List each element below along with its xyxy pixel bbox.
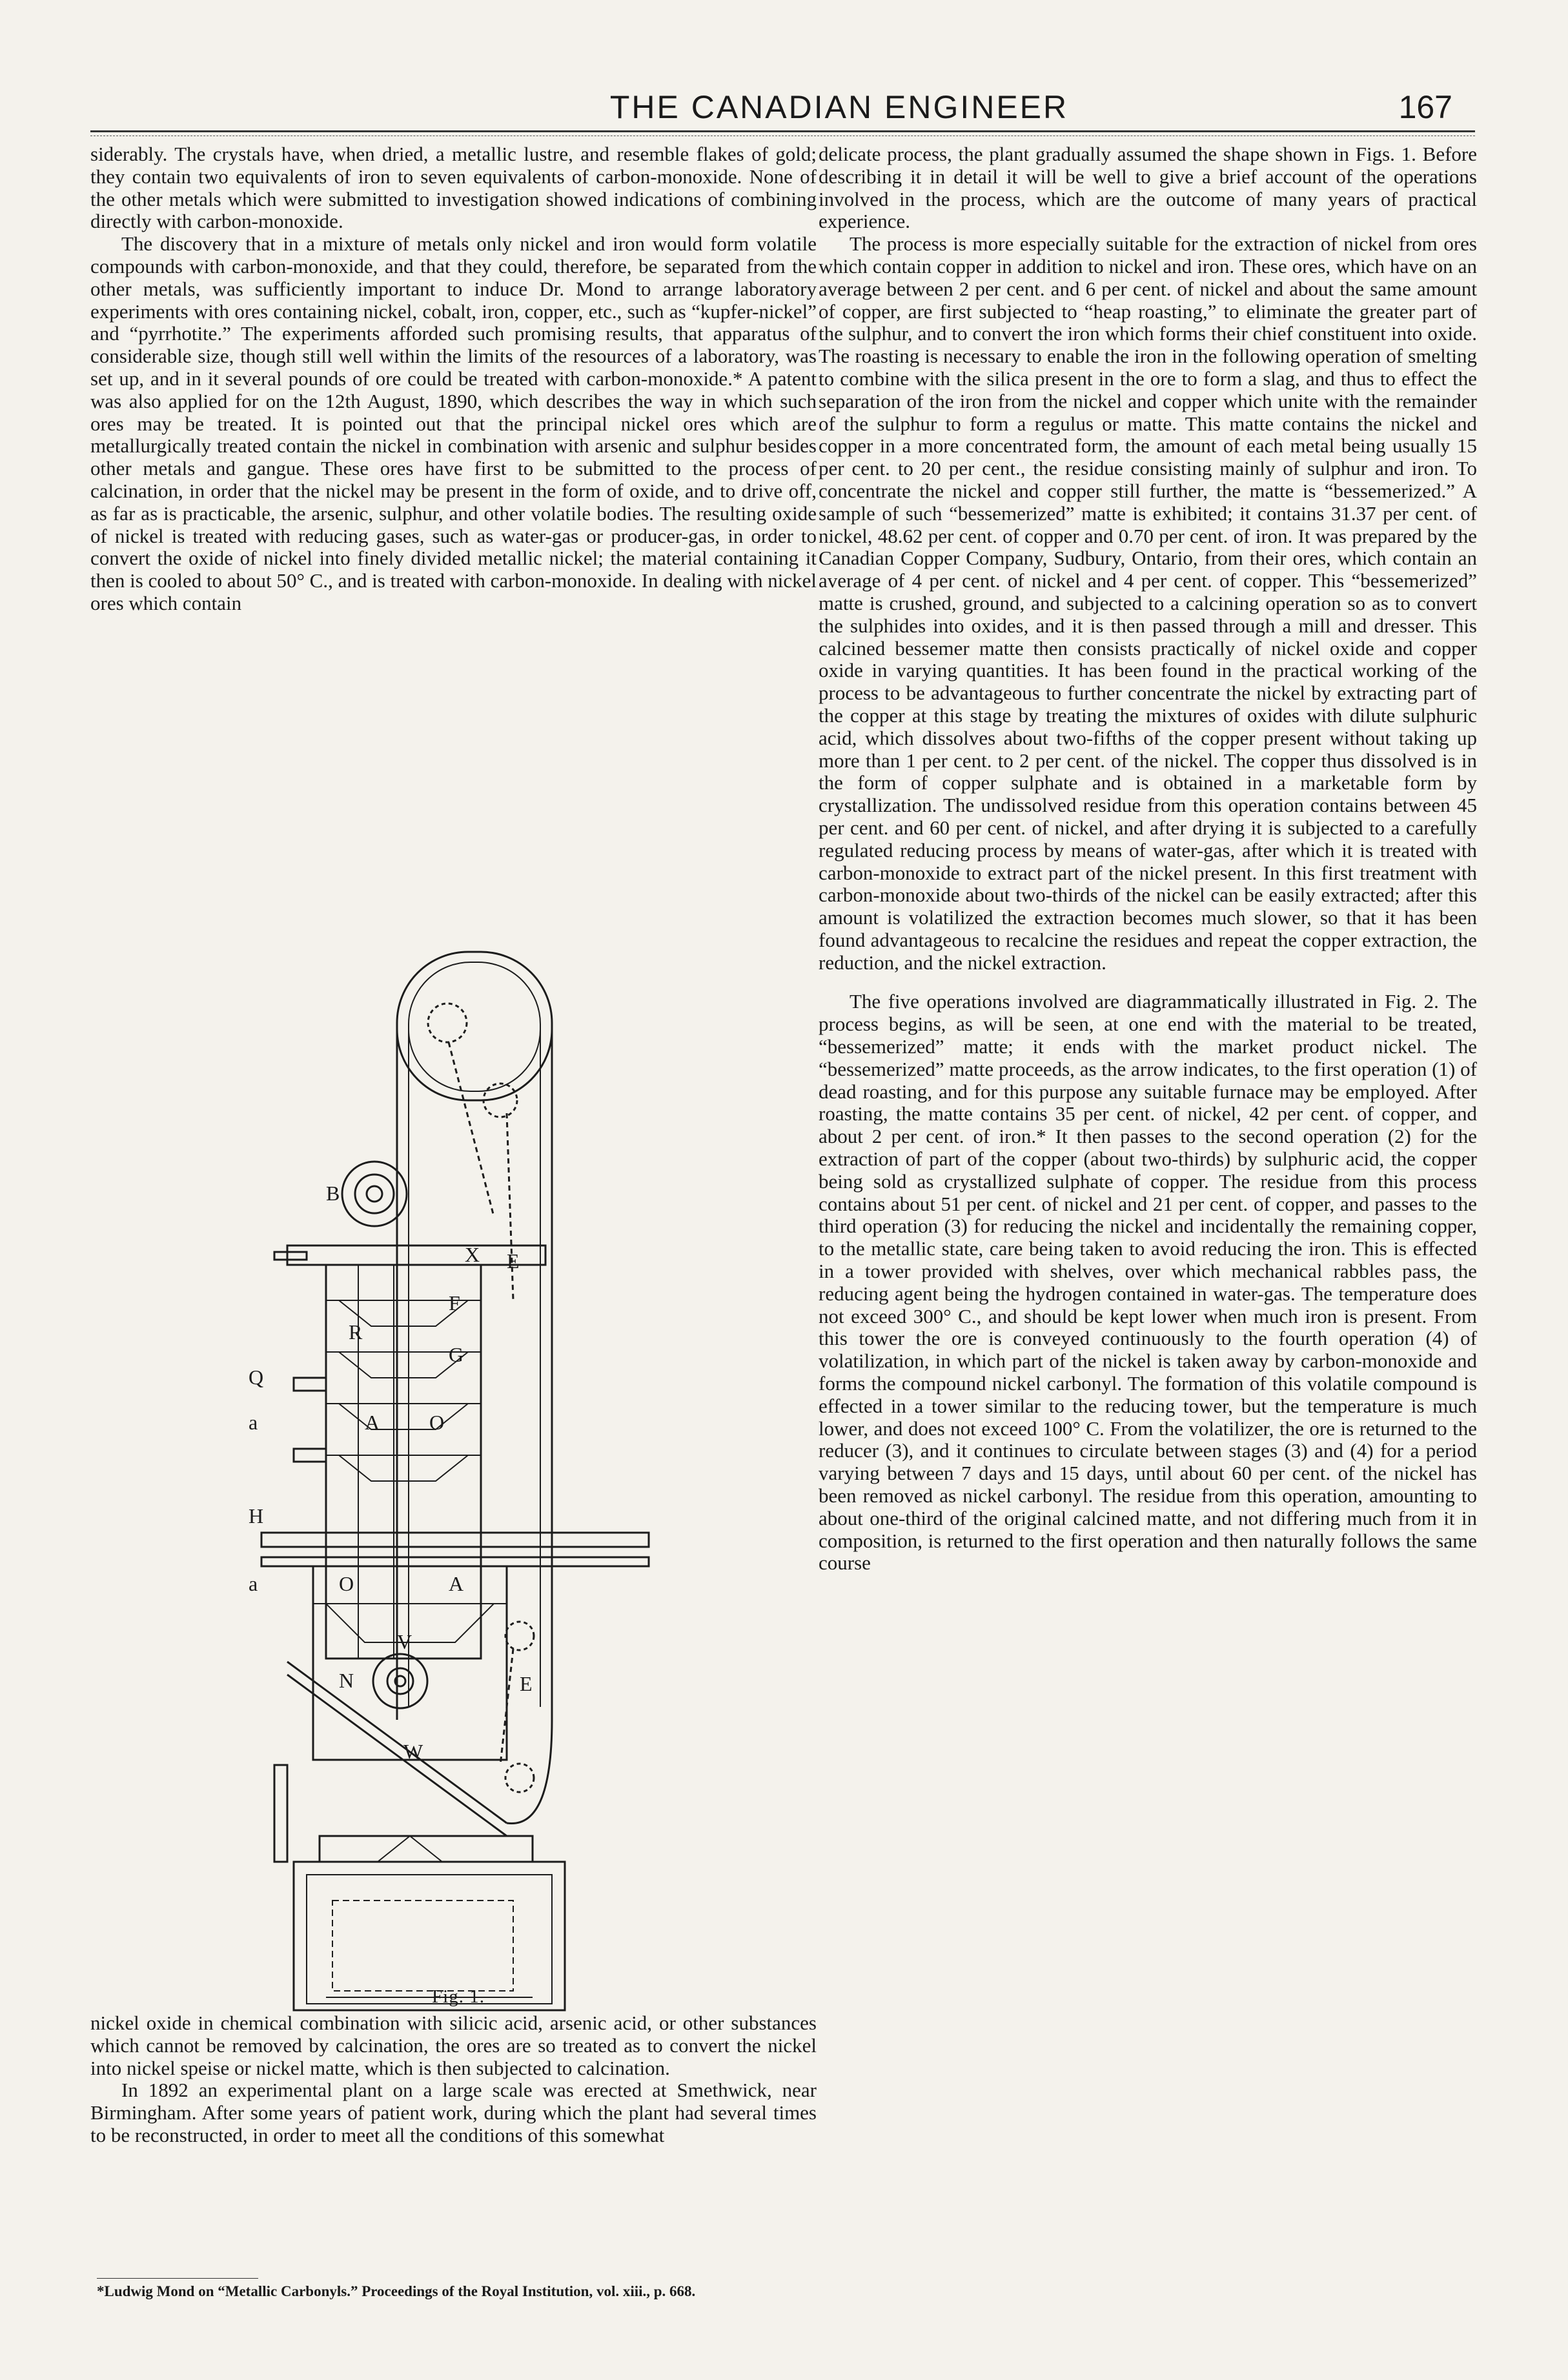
header-rule: [90, 130, 1475, 132]
figure-label: N: [339, 1669, 354, 1692]
figure-label: W: [403, 1740, 423, 1763]
footnote: *Ludwig Mond on “Metallic Carbonyls.” Proceedings of the Royal Institution, vol. xiii., p. 668.: [97, 2283, 696, 2299]
figure-label: a: [249, 1572, 258, 1595]
figure-label: H: [249, 1504, 264, 1528]
figure-label: O: [339, 1572, 354, 1595]
figure-label: V: [397, 1630, 412, 1653]
right-column: [819, 143, 1477, 2331]
figure-label: a: [249, 1411, 258, 1434]
lower-chamber: [313, 1566, 507, 1760]
left-column-bottom: [90, 2012, 817, 2283]
figure-caption: Fig. 1.: [432, 1986, 485, 2007]
figure-label: F: [449, 1291, 460, 1315]
journal-title: THE CANADIAN ENGINEER: [609, 89, 1069, 125]
paragraph: In 1892 an experimental plant on a large scale was erected at Smethwick, near Birmingham. After some years of patient work, during which the plant had several times to be reconstructed, in order to meet all the conditions of this somewhat: [90, 2079, 817, 2146]
apparatus-diagram: [236, 939, 668, 2030]
figure-1-apparatus-drawing: [236, 939, 668, 2030]
footnote-rule: [97, 2278, 258, 2279]
figure-label: E: [520, 1672, 533, 1695]
figure-label: Q: [249, 1366, 264, 1389]
wheel-V: [373, 1654, 427, 1708]
figure-label: G: [449, 1343, 464, 1366]
figure-label: A: [449, 1572, 464, 1595]
paragraph: The five operations involved are diagrammatically illustrated in Fig. 2. The process begins, as will be seen, at one end with the material to be treated, “bessemerized” matte; it ends with the market product nickel. The “bessemerized” matte proceeds, as the arrow indicates, to the first operation (1) of dead roasting, and for this purpose any suitable furnace may be employed. After roasting, the matte contains 35 per cent. of nickel, 42 per cent. of copper, and about 2 per cent. of iron.* It then passes to the second operation (2) for the extraction of part of the copper (about two-thirds) by sulphuric acid, the copper being sold as crystallized sulphate of copper. The residue from this process contains about 51 per cent. of nickel and 21 per cent. of copper, and passes to the third operation (3) for reducing the nickel and incidentally the remaining copper, to the metallic state, care being taken to avoid reducing the iron. This is effected in a tower provided with shelves, over which mechanical rabbles pass, the reducing agent being the hydrogen contained in water-gas. The temperature does not exceed 300° C., and should be kept lower when much iron is present. From this tower the ore is conveyed continuously to the fourth operation (4) of volatilization, in which part of the nickel is taken away by carbon-monoxide and forms the compound nickel carbonyl. The formation of this volatile compound is effected in a tower similar to the reducing tower, but the temperature is much lower, and does not exceed 100° C. From the volatilizer, the ore is returned to the reducer (3), and it continues to circulate between stages (3) and (4) for a period varying between 7 days and 15 days, until about 60 per cent. of the nickel has been removed as nickel carbonyl. The residue from this operation, amounting to about one-third of the original calcined matte, and not differing much from it in composition, is returned to the first operation and then naturally follows the same course: [819, 990, 1477, 1575]
paragraph: delicate process, the plant gradually assumed the shape shown in Figs. 1. Before describing it in detail it will be well to give a brief account of the operations involved in the process, which are the outcome of many years of practical experience.: [819, 143, 1477, 233]
paragraph: siderably. The crystals have, when dried, a metallic lustre, and resemble flakes of gold; they contain two equivalents of iron to seven equivalents of carbon-monoxide. None of the other metals which were submitted to investigation showed indications of combining directly with carbon-monoxide.: [90, 143, 817, 233]
figure-label: A: [365, 1411, 380, 1434]
top-dome: [397, 952, 552, 1100]
paragraph: nickel oxide in chemical combination with silicic acid, arsenic acid, or other substances which cannot be removed by calcination, the ores are so treated as to convert the nickel into nickel speise or nickel matte, which is then subjected to calcination.: [90, 2012, 817, 2079]
running-header: [90, 89, 1452, 125]
figure-label: O: [429, 1411, 445, 1434]
paragraph: The process is more especially suitable for the extraction of nickel from ores which contain copper in addition to nickel and iron. These ores, which have on an average between 2 per cent. and 6 per cent. of nickel and about the same amount of copper, are first subjected to “heap roasting,” to eliminate the greater part of the sulphur, and to convert the iron which forms their chief constituent into oxide. The roasting is necessary to enable the iron in the following operation of smelting to combine with the silica present in the ore to form a slag, and thus to effect the separation of the iron from the nickel and copper which unite with the remainder of the sulphur to form a regulus or matte. This matte contains the nickel and copper in a more concentrated form, the amount of each metal being usually 15 per cent. to 20 per cent., the residue consisting mainly of sulphur and iron. To concentrate the nickel and copper still further, the matte is “bessemerized.” A sample of such “bessemerized” matte is exhibited; it contains 31.37 per cent. of nickel, 48.62 per cent. of copper and 0.70 per cent. of iron. It was prepared by the Canadian Copper Company, Sudbury, Ontario, from their ores, which contain an average of 4 per cent. of nickel and 4 per cent. of copper. This “bessemerized” matte is crushed, ground, and subjected to a calcining operation so as to convert the sulphides into oxides, and it is then passed through a mill and dresser. This calcined bessemer matte then consists practically of nickel oxide and copper oxide in varying quantities. It has been found in the practical working of the process to be advantageous to further concentrate the nickel by extracting part of the copper at this stage by treating the mixtures of oxides with dilute sulphuric acid, which dissolves about two-fifths of the copper present without taking up more than 1 per cent. to 2 per cent. of the nickel. The copper thus dissolved is in the form of copper sulphate and is obtained in a marketable form by crystallization. The undissolved residue from this operation contains between 45 per cent. and 60 per cent. of nickel, and after drying it is subjected to a carefully regulated reducing process by means of water-gas, after which it is treated with carbon-monoxide to extract part of the nickel present. In this first treatment with carbon-monoxide about two-thirds of the nickel can be easily extracted; after this amount is volatilized the extraction becomes much slower, so that it has been found advantageous to recalcine the residues and repeat the copper extraction, the reduction, and the nickel extraction.: [819, 232, 1477, 974]
left-column-top: [90, 143, 817, 963]
figure-label: R: [349, 1320, 363, 1344]
paragraph: The discovery that in a mixture of metals only nickel and iron would form volatile compounds with carbon-monoxide, and that they could, therefore, be separated from the other metals, was sufficiently important to induce Dr. Mond to arrange laboratory experiments with ores containing nickel, cobalt, iron, copper, etc., such as “kupfer-nickel” and “pyrrhotite.” The experiments afforded such promising results, that apparatus of considerable size, though still well within the limits of the resources of a laboratory, was set up, and in it several pounds of ore could be treated with carbon-monoxide.* A patent was also applied for on the 12th August, 1890, which describes the way in which such ores may be treated. It is pointed out that the principal nickel ores which are metallurgically treated contain the nickel in combination with arsenic and sulphur besides other metals and gangue. These ores have first to be submitted to the process of calcination, in order that the nickel may be present in the form of oxide, and to drive off, as far as is practicable, the arsenic, sulphur, and other volatile bodies. The resulting oxide of nickel is treated with reducing gases, such as water-gas or producer-gas, in order to convert the oxide of nickel into finely divided metallic nickel; the material containing it then is cooled to about 50° C., and is treated with carbon-monoxide. In dealing with nickel ores which contain: [90, 232, 817, 614]
figure-label: X: [465, 1243, 480, 1266]
figure-label: E: [507, 1249, 520, 1273]
figure-label: B: [326, 1182, 340, 1205]
page-number: 167: [1398, 89, 1452, 125]
